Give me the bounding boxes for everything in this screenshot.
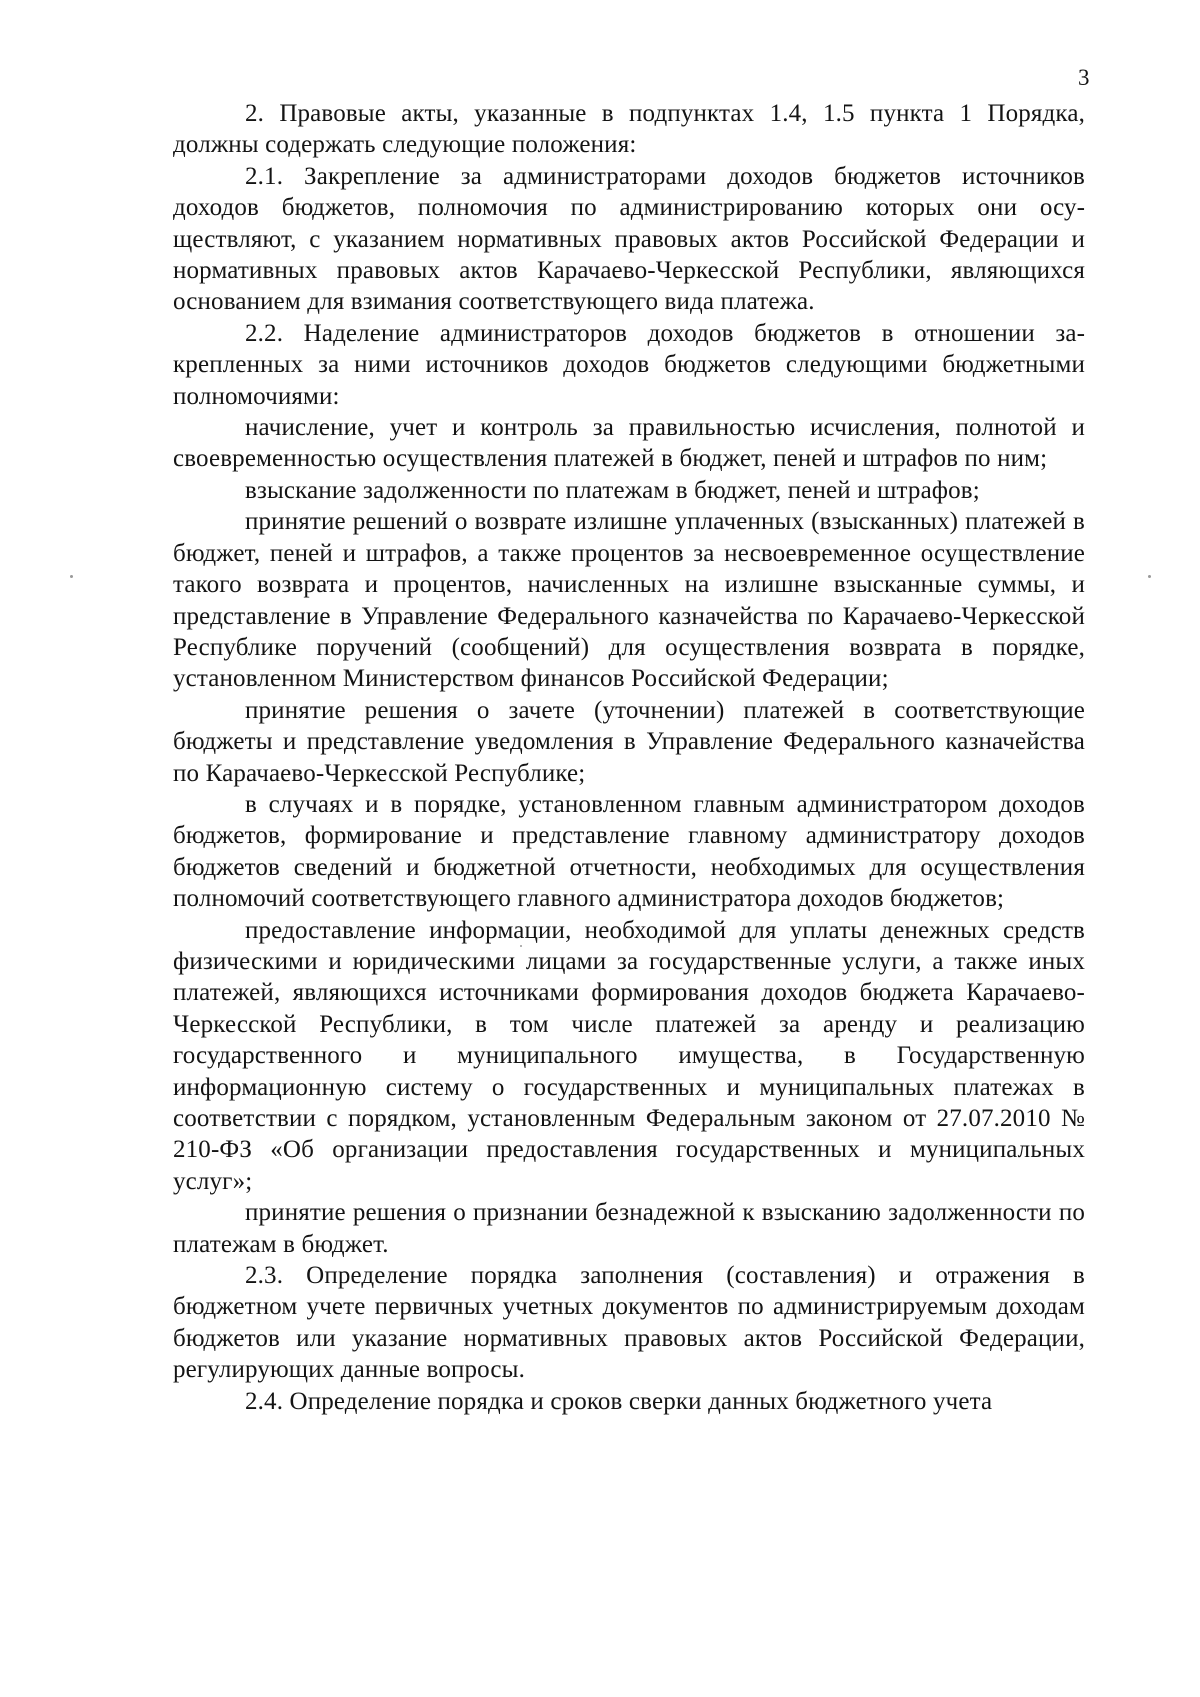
paragraph-2-1: 2.1. Закрепление за администраторами доходов бюджетов источников доходов бюджетов, полномочия по администрированию которых они осуществляют, с указанием нормативных правовых актов Российской Федерации и нормативных правовых актов Карачаево-Черкесской Республики, являющихся основанием для взимания соответствующего вида платежа. [173,162,1085,316]
list-item-refund-decisions: принятие решений о возврате излишне уплаченных (взысканных) платежей в бюджет, пеней и штрафов, а также процентов за несвоевременное осуществление такого возврата и процентов, начисленных на излишне взысканные суммы, и представление в Управление Федерального казначейства по Карачаево-Черкесской Республике поручений (сообщений) для осуществления возврата в порядке, установленном Министерством финансов Российской Федерации; [173,508,1085,693]
list-item-bad-debt: принятие решения о признании безнадежной к взысканию задолженности по платежам в бюджет. [173,1199,1085,1258]
list-item-reporting: в случаях и в порядке, установленном главным администратором доходов бюджетов, формирование и представление главному администратору доходов бюджетов сведений и бюджетной отчетности, необходимых для осуществления полномочий соответствующего главного администратора доходов бюджетов; [173,790,1085,913]
list-item-information: предоставление информации, необходимой для уплаты денежных средств физическими и юридическими лицами за государственные услуги, а также иных платежей, являющихся источниками формирования доходов бюджета Карачаево-Черкесской Республики, в том числе платежей за аренду и реализацию государственного и муниципального имущества, в Государственную информационную систему о государственных и муниципальных платежах в соответствии с порядком, установленным Федеральным законом от 27.07.2010 № 210-ФЗ «Об организации предоставления государственных и муниципальных услуг»; [173,916,1085,1195]
scan-speck-right [1148,575,1151,578]
document-body [173,98,1085,1417]
paragraph-2-4: 2.4. Определение порядка и сроков сверки данных бюджетного учета [245,1387,993,1415]
paragraph-2-3: 2.3. Определение порядка заполнения (составления) и отражения в бюджетном учете первичных учетных документов по администрируемым доходам бюджетов или указание нормативных правовых актов Российской Федерации, регулирующих данные вопросы. [173,1262,1085,1384]
list-item-accrual: начисление, учет и контроль за правильностью исчисления, полнотой и своевременностью осуществления платежей в бюджет, пеней и штрафов по ним; [173,414,1085,473]
paragraph-2: 2. Правовые акты, указанные в подпунктах 1.4, 1.5 пункта 1 Порядка, должны содержать следующие положения: [173,100,1085,159]
list-item-offset-decisions: принятие решения о зачете (уточнении) платежей в соответствующие бюджеты и представление уведомления в Управление Федерального казначейства по Карачаево-Черкесской Республике; [173,696,1085,787]
scan-speck-center [520,945,522,947]
scan-speck-left [70,575,73,578]
page-number: 3 [1078,65,1090,90]
list-item-debt-recovery: взыскание задолженности по платежам в бюджет, пеней и штрафов; [245,476,980,504]
paragraph-2-2: 2.2. Наделение администраторов доходов бюджетов в отношении закрепленных за ними источников доходов бюджетов следующими бюджетными полномочиями: [173,319,1085,410]
